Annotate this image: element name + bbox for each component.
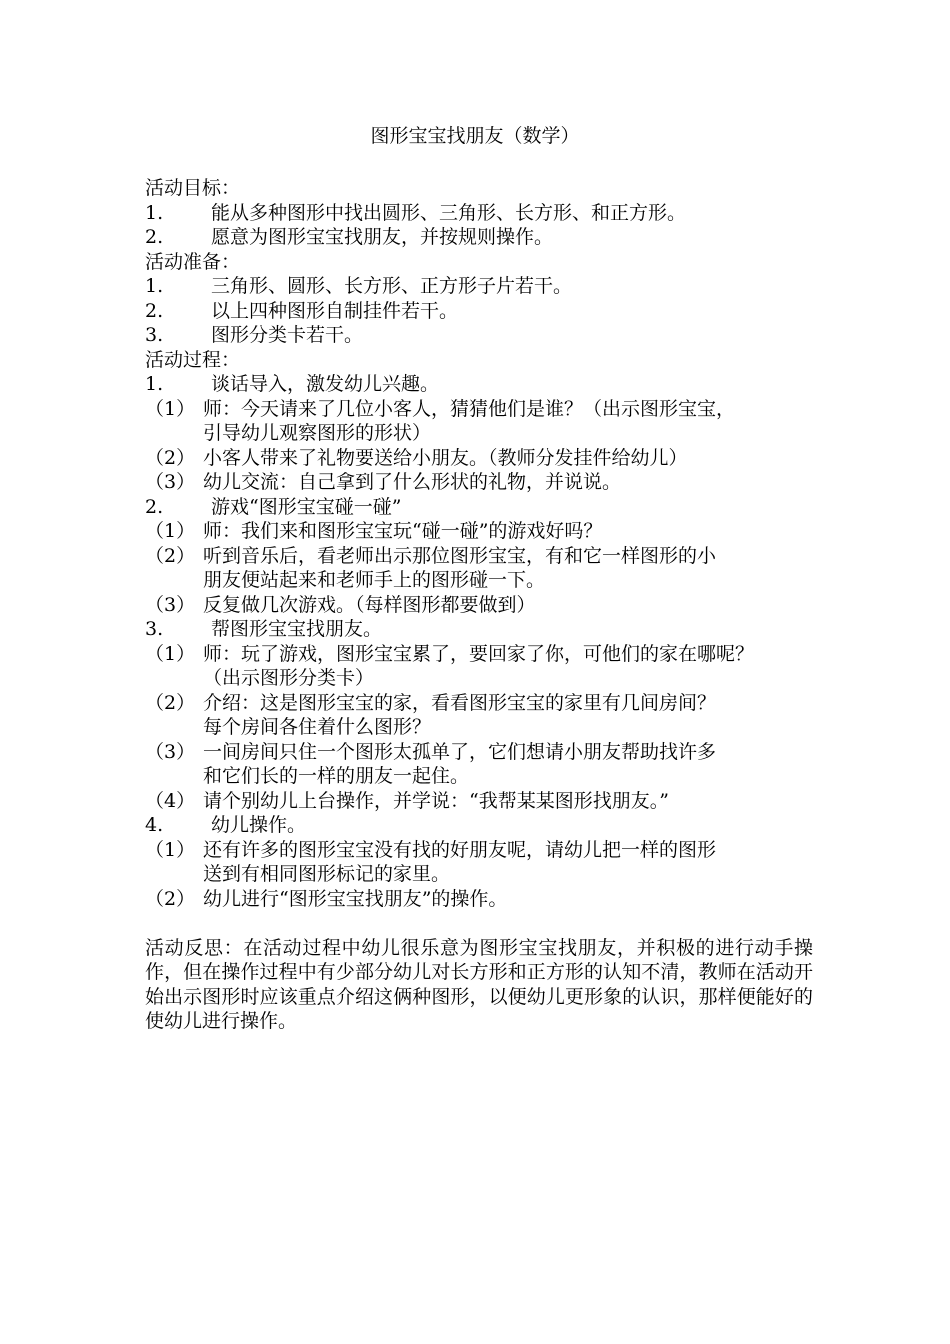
substep-text: 听到音乐后，看老师出示那位图形宝宝，有和它一样图形的小 朋友便站起来和老师手上的图形碰一下。 — [203, 544, 717, 591]
process-step-number: 1. — [145, 373, 164, 395]
substep-number: （2） — [145, 446, 196, 469]
prep-item-text: 三角形、圆形、长方形、正方形子片若干。 — [211, 275, 573, 297]
goal-item — [145, 225, 825, 250]
prep-item — [145, 323, 825, 348]
process-substep — [145, 642, 825, 691]
substep-text: 反复做几次游戏。（每样图形都要做到） — [203, 593, 536, 616]
process-substep — [145, 593, 825, 618]
substep-number: （3） — [145, 740, 196, 763]
process-step — [145, 617, 825, 642]
goal-item-number: 1. — [145, 201, 164, 224]
substep-text: 小客人带来了礼物要送给小朋友。（教师分发挂件给幼儿） — [203, 446, 688, 469]
process-substep — [145, 691, 825, 740]
process-step — [145, 813, 825, 838]
substep-number: （2） — [145, 887, 196, 910]
prep-item-number: 3. — [145, 324, 164, 346]
process-step-number: 2. — [145, 495, 164, 518]
process-step-text: 谈话导入，激发幼儿兴趣。 — [211, 373, 440, 395]
substep-text: 还有许多的图形宝宝没有找的好朋友呢，请幼儿把一样的图形 送到有相同图形标记的家里。 — [203, 838, 717, 885]
process-step — [145, 372, 825, 397]
substep-text: 请个别幼儿上台操作，并学说：“我帮某某图形找朋友。” — [203, 789, 669, 812]
prep-item — [145, 299, 825, 324]
substep-text: 师：今天请来了几位小客人，猜猜他们是谁？（出示图形宝宝， 引导幼儿观察图形的形状） — [203, 397, 736, 444]
process-substep — [145, 887, 825, 912]
goals-heading: 活动目标： — [145, 177, 241, 199]
prep-heading: 活动准备： — [145, 250, 241, 273]
process-substep — [145, 470, 825, 495]
goal-item-number: 2. — [145, 226, 164, 248]
substep-number: （3） — [145, 471, 196, 493]
process-step-text: 游戏“图形宝宝碰一碰” — [211, 495, 402, 518]
substep-number: （2） — [145, 544, 196, 567]
process-substep — [145, 544, 825, 593]
substep-text: 一间房间只住一个图形太孤单了，它们想请小朋友帮助找许多 和它们长的一样的朋友一起住。 — [203, 740, 717, 787]
substep-number: （4） — [145, 789, 196, 812]
goal-item-text: 愿意为图形宝宝找朋友，并按规则操作。 — [211, 226, 554, 248]
process-step — [145, 495, 825, 520]
substep-number: （3） — [145, 593, 196, 616]
process-substep — [145, 838, 825, 887]
substep-number: （1） — [145, 397, 196, 420]
process-step-text: 帮图形宝宝找朋友。 — [211, 618, 383, 640]
goal-item — [145, 201, 825, 226]
document-title: 图形宝宝找朋友（数学） — [370, 125, 580, 147]
process-substep — [145, 519, 825, 544]
document-body — [145, 176, 825, 1034]
prep-item-text: 以上四种图形自制挂件若干。 — [211, 299, 459, 322]
paragraph-gap — [145, 911, 825, 936]
substep-number: （1） — [145, 520, 196, 542]
substep-number: （1） — [145, 838, 196, 861]
prep-item-number: 2. — [145, 299, 164, 322]
reflection-paragraph: 活动反思：在活动过程中幼儿很乐意为图形宝宝找朋友，并积极的进行动手操作，但在操作过程中有少部分幼儿对长方形和正方形的认知不清，教师在活动开始出示图形时应该重点介绍这俩种图形，以便幼儿更形象的认识，那样便能好的使幼儿进行操作。 — [145, 936, 813, 1032]
process-substep — [145, 397, 825, 446]
substep-text: 师：玩了游戏，图形宝宝累了，要回家了你，可他们的家在哪呢？ （出示图形分类卡） — [203, 642, 755, 689]
prep-item-text: 图形分类卡若干。 — [211, 324, 364, 346]
substep-text: 幼儿交流：自己拿到了什么形状的礼物，并说说。 — [203, 471, 622, 493]
process-substep — [145, 740, 825, 789]
substep-number: （1） — [145, 642, 196, 665]
substep-text: 师：我们来和图形宝宝玩“碰一碰”的游戏好吗？ — [203, 520, 603, 542]
prep-item — [145, 274, 825, 299]
prep-item-number: 1. — [145, 275, 164, 297]
process-heading: 活动过程： — [145, 348, 241, 371]
process-step-text: 幼儿操作。 — [211, 814, 307, 836]
process-substep — [145, 446, 825, 471]
process-substep — [145, 789, 825, 814]
process-step-number: 3. — [145, 618, 164, 640]
substep-number: （2） — [145, 691, 196, 714]
substep-text: 幼儿进行“图形宝宝找朋友”的操作。 — [203, 887, 508, 910]
substep-text: 介绍：这是图形宝宝的家，看看图形宝宝的家里有几间房间？ 每个房间各住着什么图形？ — [203, 691, 717, 738]
process-step-number: 4. — [145, 814, 164, 836]
goal-item-text: 能从多种图形中找出圆形、三角形、长方形、和正方形。 — [211, 201, 687, 224]
